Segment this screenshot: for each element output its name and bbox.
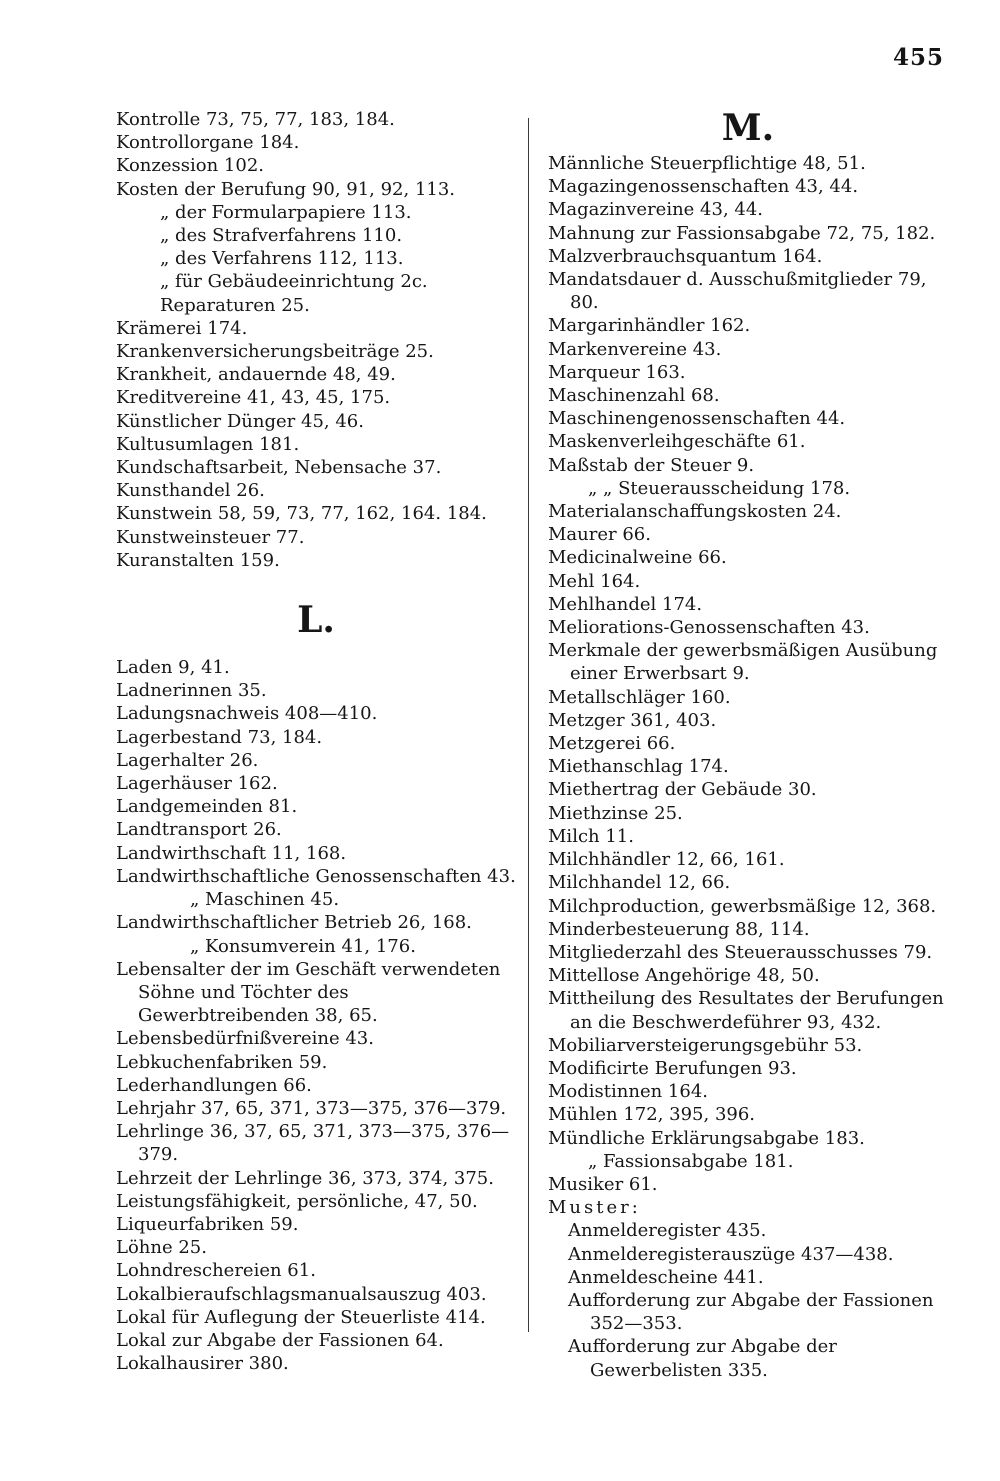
index-entry: Lebensbedürfnißvereine 43. (116, 1028, 374, 1050)
index-entry: Milchproduction, gewerbsmäßige 12, 368. (548, 895, 937, 917)
index-subentry: „ Konsumverein 41, 176. (190, 935, 416, 957)
index-entry: Mobiliarversteigerungsgebühr 53. (548, 1034, 863, 1056)
left-column (116, 108, 516, 1375)
index-entry: Maurer 66. (548, 524, 651, 546)
index-entry: Milch 11. (548, 825, 634, 847)
index-entry: Miethzinse 25. (548, 802, 683, 824)
index-entry: Lebkuchenfabriken 59. (116, 1051, 328, 1073)
index-entry: Modificirte Berufungen 93. (548, 1057, 797, 1079)
index-subentry: „ Fassionsabgabe 181. (588, 1150, 794, 1172)
index-entry: Lokalhausirer 380. (116, 1353, 289, 1375)
muster-item: Anmelderegister 435. (568, 1220, 767, 1242)
index-entry: Landwirthschaftlicher Betrieb 26, 168. (116, 912, 472, 934)
index-entry: Metallschläger 160. (548, 686, 731, 708)
index-entry: Mahnung zur Fassionsabgabe 72, 75, 182. (548, 222, 936, 244)
index-entry: Kuranstalten 159. (116, 549, 280, 571)
index-entry: Modistinnen 164. (548, 1081, 709, 1103)
index-subentry: „ „ Steuerausscheidung 178. (588, 477, 851, 499)
column-divider (528, 118, 529, 1332)
index-entry: Kreditvereine 41, 43, 45, 175. (116, 387, 391, 409)
index-entry: Krankheit, andauernde 48, 49. (116, 364, 396, 386)
index-entry: Miethertrag der Gebäude 30. (548, 779, 817, 801)
index-entry: Mühlen 172, 395, 396. (548, 1104, 756, 1126)
index-entry: Metzger 361, 403. (548, 709, 717, 731)
index-entry: Minderbesteuerung 88, 114. (548, 918, 810, 940)
muster-item: Anmeldescheine 441. (568, 1266, 764, 1288)
index-entry: Medicinalweine 66. (548, 547, 727, 569)
index-entry: Lehrzeit der Lehrlinge 36, 373, 374, 375. (116, 1167, 494, 1189)
index-entry: Lehrjahr 37, 65, 371, 373—375, 376—379. (116, 1097, 507, 1119)
index-entry: Kontrolle 73, 75, 77, 183, 184. (116, 109, 395, 130)
index-entry: Merkmale der gewerbsmäßigen Ausübung einer Erwerbsart 9. (548, 640, 938, 685)
index-entry: Musiker 61. (548, 1173, 658, 1195)
index-entry: Metzgerei 66. (548, 733, 676, 755)
muster-label: Muster: (548, 1197, 641, 1219)
index-entry: Krankenversicherungsbeiträge 25. (116, 341, 434, 363)
index-entry: Kunsthandel 26. (116, 480, 265, 502)
index-entry: Margarinhändler 162. (548, 315, 751, 337)
index-entry: Mitgliederzahl des Steuerausschusses 79. (548, 941, 933, 963)
index-entry: Liqueurfabriken 59. (116, 1213, 299, 1235)
muster-item: Aufforderung zur Abgabe der Gewerbelisten 335. (568, 1336, 837, 1381)
index-subentry: „ des Verfahrens 112, 113. (160, 248, 404, 270)
index-entry: Maschinengenossenschaften 44. (548, 408, 846, 430)
index-entry: Leistungsfähigkeit, persönliche, 47, 50. (116, 1190, 478, 1212)
index-entry: Meliorations-Genossenschaften 43. (548, 617, 870, 639)
index-entry: Kontrollorgane 184. (116, 132, 300, 154)
index-subentry: „ Maschinen 45. (190, 889, 340, 911)
index-entry: Milchhändler 12, 66, 161. (548, 849, 785, 871)
muster-item: Aufforderung zur Abgabe der Fassionen 352—353. (568, 1289, 934, 1335)
index-entry: Lagerbestand 73, 184. (116, 726, 323, 748)
index-entry: Maßstab der Steuer 9. (548, 454, 755, 476)
index-entry: Lokalbieraufschlagsmanualsauszug 403. (116, 1283, 487, 1305)
index-entry: Marqueur 163. (548, 361, 686, 383)
index-entry: Lohndreschereien 61. (116, 1260, 316, 1282)
index-entry: Mittheilung des Resultates der Berufungen an die Beschwerdeführer 93, 432. (548, 988, 944, 1033)
index-entry: Maskenverleihgeschäfte 61. (548, 431, 806, 453)
index-entry: Künstlicher Dünger 45, 46. (116, 410, 364, 432)
index-entry: Laden 9, 41. (116, 657, 230, 679)
index-entry: Lebensalter der im Geschäft verwendeten Söhne und Töchter des Gewerbtreibenden 38, 65. (116, 958, 501, 1027)
index-entry: Kultusumlagen 181. (116, 433, 300, 455)
index-entry: Löhne 25. (116, 1237, 207, 1259)
index-entry: Mandatsdauer d. Ausschußmitglieder 79, 80. (548, 269, 927, 314)
index-entry: Malzverbrauchsquantum 164. (548, 245, 823, 267)
index-entry: Maschinenzahl 68. (548, 385, 720, 407)
index-entry: Mittellose Angehörige 48, 50. (548, 965, 820, 987)
page-number: 455 (892, 44, 944, 71)
index-entry: Lokal für Auflegung der Steuerliste 414. (116, 1306, 486, 1328)
index-entry: Mehl 164. (548, 570, 641, 592)
right-column (548, 106, 948, 1382)
index-entry: Materialanschaffungskosten 24. (548, 501, 842, 523)
index-entry: Lokal zur Abgabe der Fassionen 64. (116, 1329, 444, 1351)
index-entry: Miethanschlag 174. (548, 756, 729, 778)
index-entry: Kundschaftsarbeit, Nebensache 37. (116, 457, 442, 479)
index-entry: Kunstwein 58, 59, 73, 77, 162, 164. 184. (116, 503, 487, 525)
index-entry: Lehrlinge 36, 37, 65, 371, 373—375, 376—379. (116, 1121, 510, 1166)
index-entry: Ladungsnachweis 408—410. (116, 703, 378, 725)
index-entry: Lagerhäuser 162. (116, 773, 278, 795)
section-heading-l: L. (297, 599, 335, 642)
index-entry: Landtransport 26. (116, 819, 282, 841)
section-heading-m: M. (721, 107, 775, 149)
index-entry: Landwirthschaftliche Genossenschaften 43. (116, 865, 516, 887)
index-entry: Mündliche Erklärungsabgabe 183. (548, 1127, 865, 1149)
index-entry: Magazingenossenschaften 43, 44. (548, 176, 859, 198)
index-entry: Krämerei 174. (116, 317, 248, 339)
index-entry: Männliche Steuerpflichtige 48, 51. (548, 153, 866, 174)
index-entry: Mehlhandel 174. (548, 593, 703, 615)
index-subentry: „ der Formularpapiere 113. (160, 201, 412, 223)
index-entry: Magazinvereine 43, 44. (548, 199, 764, 221)
index-subentry: „ für Gebäudeeinrichtung 2c. Reparaturen 25. (160, 271, 428, 316)
index-entry: Milchhandel 12, 66. (548, 872, 731, 894)
index-entry: Kunstweinsteuer 77. (116, 526, 305, 548)
muster-item: Anmelderegisterauszüge 437—438. (568, 1243, 894, 1265)
index-subentry: „ des Strafverfahrens 110. (160, 225, 403, 247)
index-entry: Konzession 102. (116, 155, 264, 177)
index-entry: Landgemeinden 81. (116, 796, 298, 818)
index-entry: Ladnerinnen 35. (116, 680, 267, 702)
index-entry: Markenvereine 43. (548, 338, 722, 360)
index-entry: Landwirthschaft 11, 168. (116, 842, 347, 864)
index-entry: Kosten der Berufung 90, 91, 92, 113. (116, 178, 456, 200)
index-entry: Lagerhalter 26. (116, 749, 259, 771)
index-entry: Lederhandlungen 66. (116, 1074, 312, 1096)
